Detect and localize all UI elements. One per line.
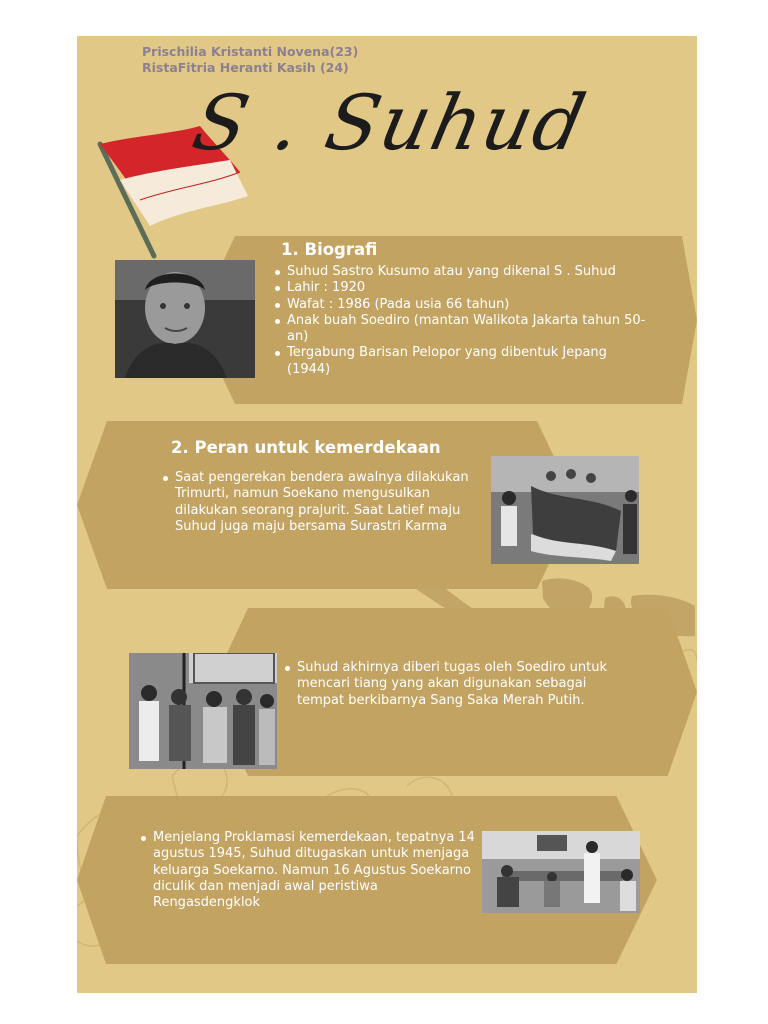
list-item: Tergabung Barisan Pelopor yang dibentuk Jepang (1944)	[273, 345, 651, 378]
peran-bullets	[161, 470, 491, 535]
list-item: Suhud akhirnya diberi tugas oleh Soediro untuk mencari tiang yang akan digunakan sebagai tempat berkibarnya Sang Saka Merah Putih.	[283, 660, 628, 709]
list-item: Suhud Sastro Kusumo atau yang dikenal S . Suhud	[273, 264, 651, 280]
flag-ceremony-photo	[491, 456, 639, 564]
list-item: Lahir : 1920	[273, 280, 651, 296]
list-item: Wafat : 1986 (Pada usia 66 tahun)	[273, 297, 651, 313]
tiang-bullets	[283, 660, 628, 709]
section-heading-peran: 2. Peran untuk kemerdekaan	[171, 438, 441, 457]
biografi-bullets	[273, 264, 651, 378]
proklamasi-bullets	[139, 830, 481, 911]
crowd-photo	[129, 653, 277, 769]
list-item: Menjelang Proklamasi kemerdekaan, tepatnya 14 agustus 1945, Suhud ditugaskan untuk menjaga keluarga Soekarno. Namun 16 Agustus Soekarno diculik dan menjadi awal peristiwa Rengasdengklok	[139, 830, 481, 911]
section-heading-biografi: 1. Biografi	[281, 240, 378, 259]
author-1: Prischilia Kristanti Novena(23)	[142, 44, 359, 59]
soekarno-family-photo	[482, 831, 640, 913]
list-item: Anak buah Soediro (mantan Walikota Jakarta tahun 50-an)	[273, 313, 651, 346]
author-2: RistaFitria Heranti Kasih (24)	[142, 60, 349, 75]
poster	[77, 36, 697, 993]
list-item: Saat pengerekan bendera awalnya dilakukan Trimurti, namun Soekano mengusulkan dilakukan seorang prajurit. Saat Latief maju Suhud juga maju bersama Surastri Karma	[161, 470, 491, 535]
authors	[142, 44, 358, 76]
suhud-portrait-photo	[115, 260, 255, 378]
page-title: S . Suhud	[185, 78, 595, 167]
